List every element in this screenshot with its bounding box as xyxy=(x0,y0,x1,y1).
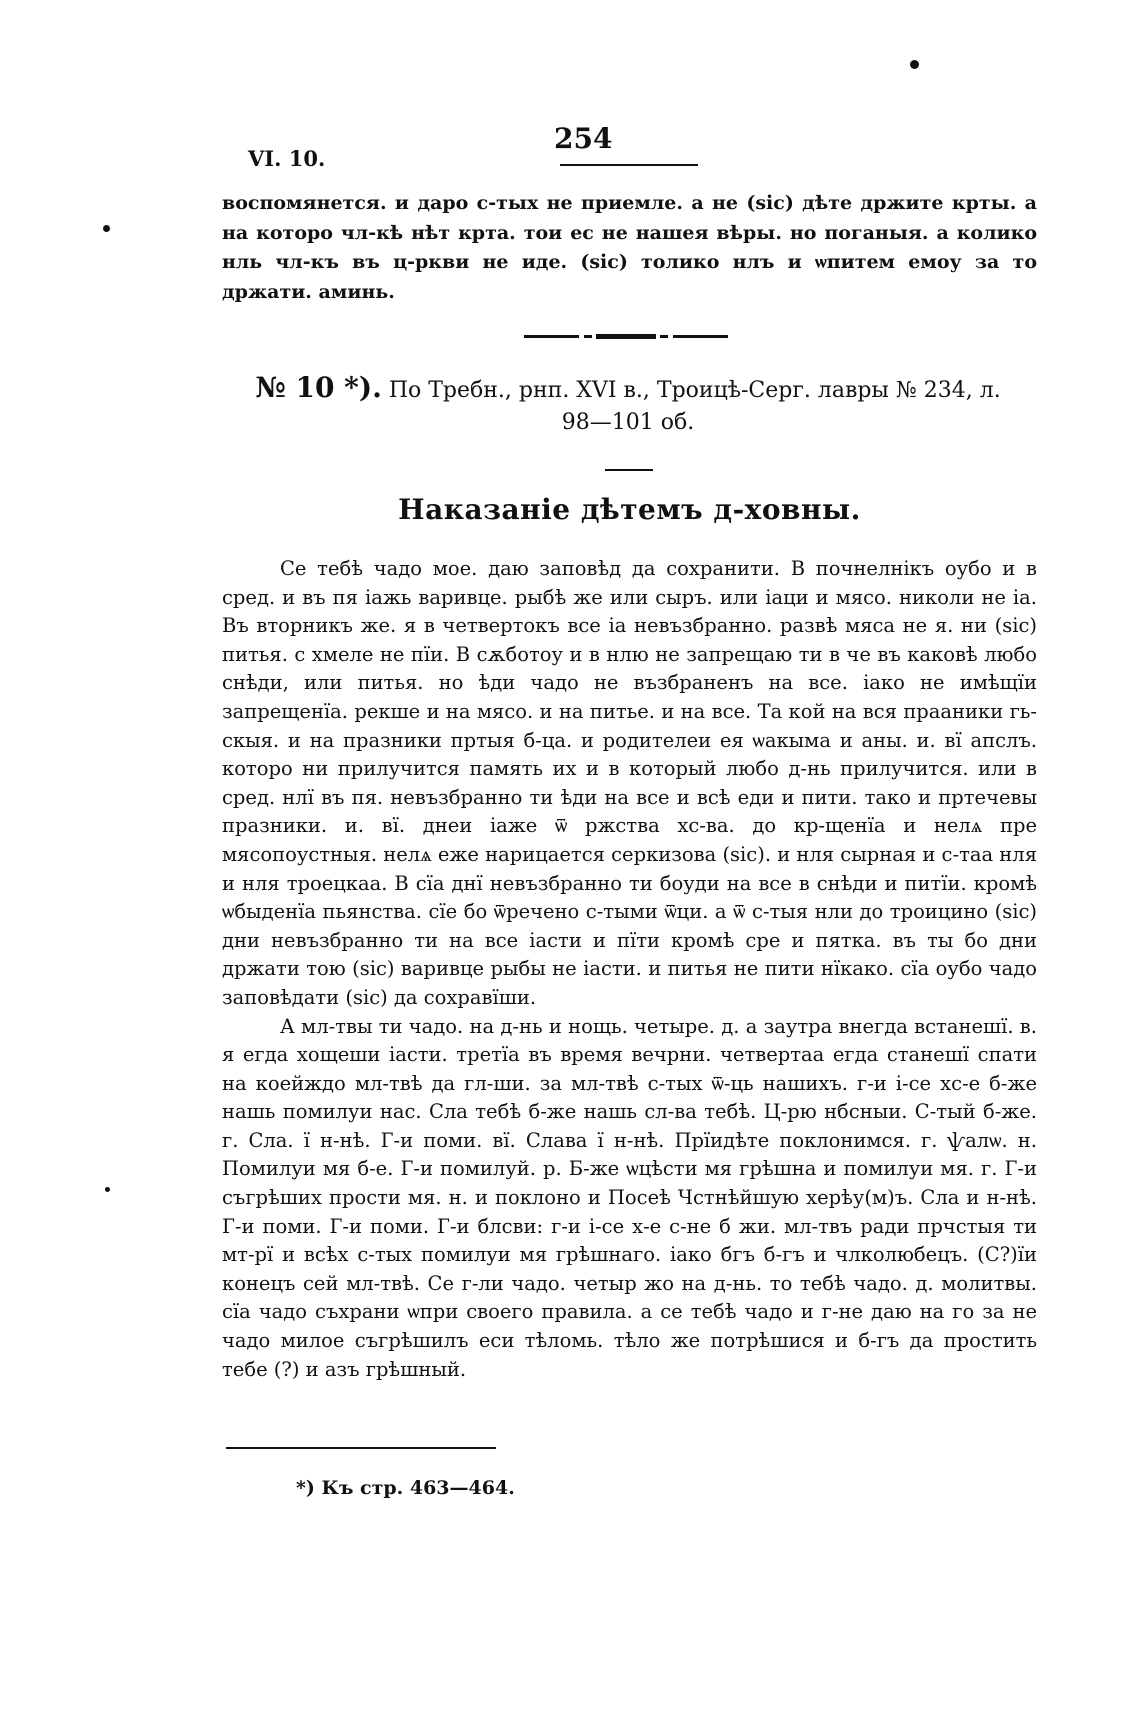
document-heading xyxy=(238,372,1018,439)
main-text xyxy=(222,555,1037,1384)
continued-text xyxy=(222,189,1037,307)
speck-mark xyxy=(910,60,919,69)
divider-segment xyxy=(660,335,668,338)
divider-segment xyxy=(673,335,728,338)
document-title: Наказаніе дѣтемъ д-ховны. xyxy=(398,493,861,526)
paragraph-prayers: А мл-твы ти чадо. на д-нь и нощь. четыре. д. а заутра внегда встанешї. в. я егда хощеши іасти. третїа въ время вечрни. четвертаа егда станешї спати на коейждо мл-твѣ да гл-ши. за мл-твѣ с-тых ѿ-ць нашихъ. г-и і-се хс-е б-же нашь помилуи нас. Сла тебѣ б-же нашь сл-ва тебѣ. Ц-рю нбсныи. С-тый б-же. г. Сла. ї н-нѣ. Г-и поми. вї. Слава ї н-нѣ. Прїидѣте поклонимся. г. ѱалѡ. н. Помилуи мя б-е. Г-и помилуй. р. Б-же ѡцѣсти мя грѣшна и помилуи мя. г. Г-и съгрѣших прости мя. н. и поклоно и Посеѣ Чстнѣйшую херѣу(м)ъ. Сла и н-нѣ. Г-и поми. Г-и поми. Г-и блсви: г-и і-се х-е с-не б жи. мл-твъ ради прчстыя ти мт-рї и всѣх с-тых помилуи мя грѣшнаго. іако бгъ б-гъ и члколюбецъ. (С?)їи конецъ сей мл-твѣ. Се г-ли чадо. четыр жо на д-нь. то тебѣ чадо. д. молитвы. сїа чадо съхрани ѡпри своего правила. а се тебѣ чадо и г-не даю на го за не чадо милое съгрѣшилъ еси тѣломь. тѣло же потрѣшися и б-гъ да простить тебе (?) и азъ грѣшный. xyxy=(222,1014,1037,1381)
divider-segment xyxy=(596,334,656,339)
divider-segment xyxy=(524,335,579,338)
footnote-rule xyxy=(226,1447,496,1449)
speck-mark xyxy=(105,1187,110,1192)
page-number-rule xyxy=(560,164,698,166)
page-header xyxy=(248,122,698,172)
heading-rule xyxy=(605,469,653,471)
page-number: 254 xyxy=(554,122,613,155)
speck-mark xyxy=(103,225,110,232)
document-source: По Требн., рнп. XVI в., Троицѣ-Серг. лавры № 234, л. 98—101 об. xyxy=(388,378,1001,435)
paragraph-commandments: Се тебѣ чадо мое. даю заповѣд да сохранити. В почнелнікъ оубо и в сред. и въ пя іажь варивце. рыбѣ же или сыръ. или іаци и мясо. николи не іа. Въ вторникъ же. я в четвертокъ все іа невъзбранно. развѣ мяса не я. ни (sic) питья. с хмеле не пїи. В сѫботоу и в нлю не запрещаю ти в че въ каковѣ любо снѣди, или питья. но ѣди чадо не възбраненъ на все. іако не имѣщїи запрещенїа. рекше и на мясо. и на питье. и на все. Та кой на вся прааники гь-скыя. и на празники пртыя б-ца. и родителеи ея ѡакыма и аны. и. вї апслъ. которо ни прилучится память их и в который любо д-нь прилучится. или в сред. нлї въ пя. невъзбранно ти ѣди на все и всѣ еди и пити. тако и пртечевы празники. и. вї. днеи іаже ѿ ржства хс-ва. до кр-щенїа и нелѧ пре мясопоустныя. нелѧ еже нарицается серкизова (sic). и нля сырная и с-таа нля и нля троецкаа. В сїа днї невъзбранно ти боуди на все в снѣди и питїи. кромѣ ѡбыденїа пьянства. сїе бо ѿречено с-тыми ѿци. а ѿ с-тыя нли до троицино (sic) дни невъзбранно ти на все іасти и пїти кромѣ сре и пятка. въ ты бо дни држати тою (sic) варивце рыбы не іасти. и питья не пити нїкако. сїа оубо чадо заповѣдати (sic) да сохравїши. xyxy=(222,557,1037,1009)
document-number: № 10 *). xyxy=(255,371,382,404)
section-reference: VI. 10. xyxy=(248,146,326,171)
top-paragraph: воспомянется. и даро с-тых не приемле. а не (sic) дѣте држите крты. а на которо чл-кѣ нѣт крта. тои ес не нашея вѣры. но поганыя. а колико нль чл-къ въ ц-ркви не иде. (sic) толико нлъ и ѡпитем емоу за то држати. аминь. xyxy=(222,192,1037,303)
footnote: *) Къ стр. 463—464. xyxy=(296,1477,515,1499)
divider-segment xyxy=(584,335,592,338)
